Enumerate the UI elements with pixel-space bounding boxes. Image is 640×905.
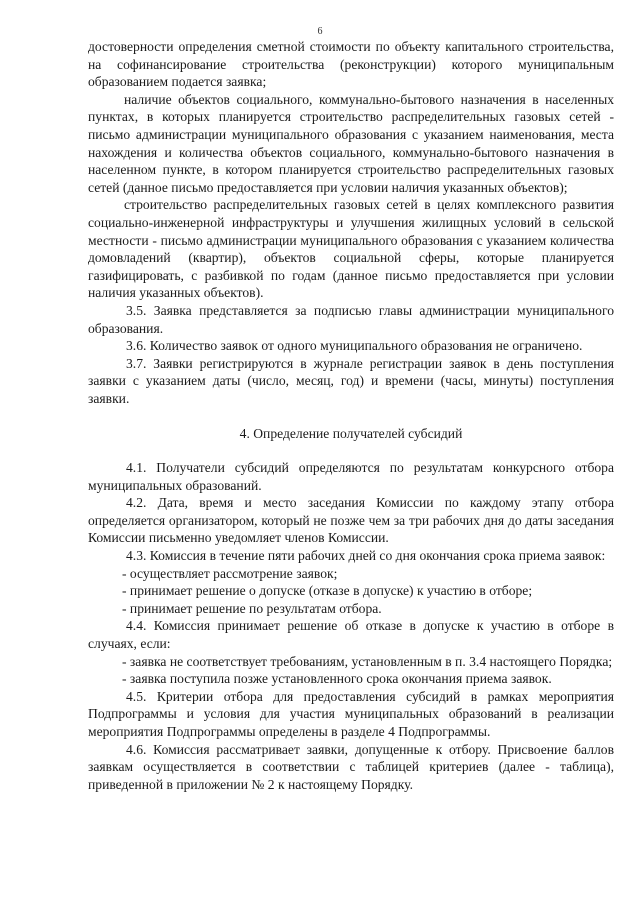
paragraph-3-7: 3.7. Заявки регистрируются в журнале регистрации заявок в день поступления заявки с указанием даты (число, месяц, год) и времени (часы, минуты) поступления заявки. [88, 355, 614, 406]
paragraph-4-6: 4.6. Комиссия рассматривает заявки, допущенные к отбору. Присвоение баллов заявкам осуществляется в соответствии с таблицей критериев (далее - таблица), приведенной в приложении № 2 к настоящему Порядку. [88, 741, 614, 792]
page-number: 6 [317, 26, 323, 37]
section-heading: 4. Определение получателей субсидий [239, 426, 463, 442]
paragraph-cost-accuracy: достоверности определения сметной стоимости по объекту капитального строительства, на софинансирование строительства (реконструкции) которого муниципальным образованием подается заявка; [88, 39, 614, 90]
paragraph-4-3: 4.3. Комиссия в течение пяти рабочих дней со дня окончания срока приема заявок: [126, 548, 606, 564]
list-item: - заявка поступила позже установленного срока окончания приема заявок. [122, 671, 552, 687]
paragraph-4-5: 4.5. Критерии отбора для предоставления субсидий в рамках мероприятия Подпрограммы и условия для участия муниципальных образований в реализации мероприятия Подпрограммы определены в разделе 4 Подпрограммы. [88, 688, 614, 739]
paragraph-4-4: 4.4. Комиссия принимает решение об отказе в допуске к участию в отборе в случаях, если: [88, 618, 614, 651]
document-body [88, 38, 614, 793]
paragraph-4-1: 4.1. Получатели субсидий определяются по результатам конкурсного отбора муниципальных образований. [88, 460, 614, 493]
paragraph-social-objects: наличие объектов социального, коммунально-бытового назначения в населенных пунктах, в которых планируется строительство распределительных газовых сетей - письмо администрации муниципального образования с указанием наименования, места нахождения и количества объектов социального, коммунально-бытового назначения в населенном пункте, в котором планируется строительство распределительных газовых сетей (данное письмо предоставляется при условии наличия указанных объектов); [88, 91, 614, 195]
paragraph-3-5: 3.5. Заявка представляется за подписью главы администрации муниципального образования. [88, 302, 614, 336]
paragraph-4-2: 4.2. Дата, время и место заседания Комиссии по каждому этапу отбора определяется организатором, который не позже чем за три рабочих дня до даты заседания Комиссии письменно уведомляет членов Комиссии. [88, 495, 614, 546]
list-item: - осуществляет рассмотрение заявок; [122, 565, 338, 581]
paragraph-gas-networks-rural: строительство распределительных газовых сетей в целях комплексного развития социально-инженерной инфраструктуры и улучшения жилищных условий в сельской местности - письмо администрации муниципального образования с указанием количества домовладений (квартир), объектов социальной сферы, которые планируется газифицировать, с разбивкой по годам (данное письмо предоставляется при условии наличия указанных объектов). [88, 197, 614, 301]
paragraph-3-6: 3.6. Количество заявок от одного муниципального образования не ограничено. [126, 338, 583, 354]
list-item: - заявка не соответствует требованиям, установленным в п. 3.4 настоящего Порядка; [122, 653, 613, 669]
list-item: - принимает решение о допуске (отказе в допуске) к участию в отборе; [122, 583, 533, 599]
list-item: - принимает решение по результатам отбора. [122, 600, 382, 616]
